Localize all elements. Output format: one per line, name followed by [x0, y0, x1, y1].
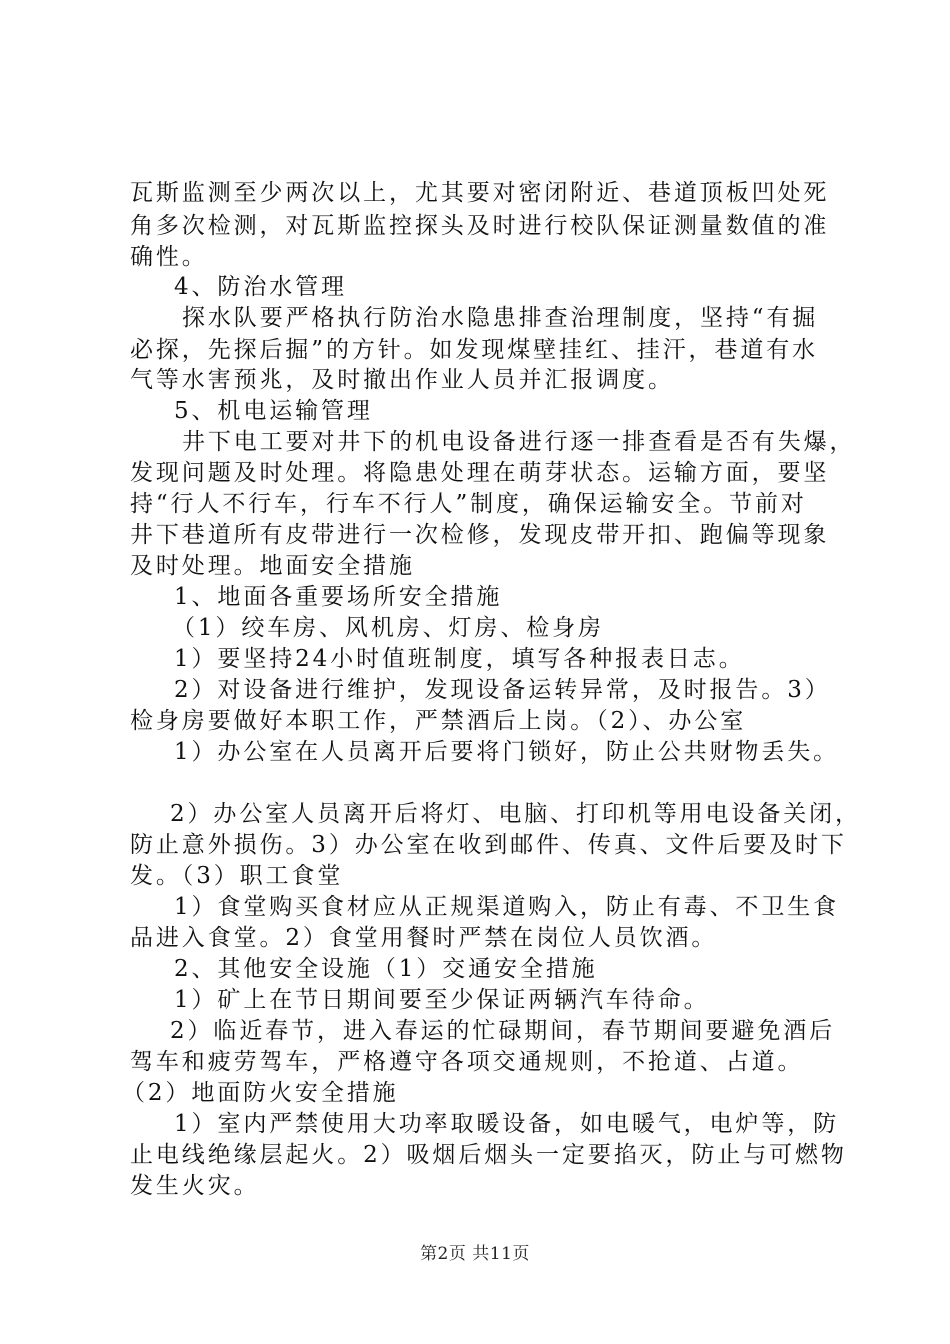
text-line: 品进入食堂。2）食堂用餐时严禁在岗位人员饮酒。	[130, 925, 718, 951]
text-line: 2）临近春节，进入春运的忙碌期间，春节期间要避免酒后	[170, 1018, 836, 1044]
text-line: 发。（3）职工食堂	[130, 863, 344, 889]
text-line: 持“行人不行车，行车不行人”制度，确保运输安全。节前对	[130, 491, 807, 517]
text-line: 发现问题及时处理。将隐患处理在萌芽状态。运输方面，要坚	[130, 460, 830, 486]
section-heading: 4、防治水管理	[174, 274, 347, 300]
text-line: 探水队要严格执行防治水隐患排查治理制度，坚持“有掘	[182, 305, 819, 331]
text-line: 1）室内严禁使用大功率取暖设备，如电暖气，电炉等，防	[174, 1111, 840, 1137]
text-line: （2）地面防火安全措施	[122, 1080, 399, 1106]
text-line: 及时处理。地面安全措施	[130, 553, 415, 579]
page-number: 第2页 共11页	[420, 1244, 530, 1264]
text-line: 确性。	[130, 244, 208, 270]
section-heading: 1、地面各重要场所安全措施	[174, 584, 503, 610]
text-line: 止电线绝缘层起火。2）吸烟后烟头一定要掐灭，防止与可燃物	[130, 1142, 847, 1168]
text-line: 1）要坚持24小时值班制度，填写各种报表日志。	[174, 646, 745, 672]
text-line: 检身房要做好本职工作，严禁酒后上岗。（2）、办公室	[130, 708, 747, 734]
text-line: 1）食堂购买食材应从正规渠道购入，防止有毒、不卫生食	[174, 894, 840, 920]
section-heading: 5、机电运输管理	[174, 398, 373, 424]
text-line: 必探，先探后掘”的方针。如发现煤壁挂红、挂汗，巷道有水	[130, 337, 819, 363]
text-line: 发生火灾。	[130, 1173, 260, 1199]
text-line: 1）办公室在人员离开后要将门锁好，防止公共财物丢失。	[174, 739, 840, 765]
text-line: 2）对设备进行维护，发现设备运转异常，及时报告。3）	[174, 677, 831, 703]
text-line: 1）矿上在节日期间要至少保证两辆汽车待命。	[174, 987, 710, 1013]
text-line: 驾车和疲劳驾车，严格遵守各项交通规则，不抢道、占道。	[130, 1049, 804, 1075]
section-heading: 2、其他安全设施（1）交通安全措施	[174, 956, 598, 982]
text-line: 井下电工要对井下的机电设备进行逐一排查看是否有失爆，	[182, 429, 856, 455]
text-line: 井下巷道所有皮带进行一次检修，发现皮带开扣、跑偏等现象	[130, 522, 830, 548]
text-line: （1）绞车房、风机房、灯房、检身房	[172, 615, 604, 641]
text-line: 气等水害预兆，及时撤出作业人员并汇报调度。	[130, 367, 674, 393]
text-line: 瓦斯监测至少两次以上，尤其要对密闭附近、巷道顶板凹处死	[130, 180, 830, 206]
text-line: 2）办公室人员离开后将灯、电脑、打印机等用电设备关闭，	[170, 801, 861, 827]
text-line: 角多次检测，对瓦斯监控探头及时进行校队保证测量数值的准	[130, 213, 830, 239]
text-line: 防止意外损伤。3）办公室在收到邮件、传真、文件后要及时下	[130, 832, 847, 858]
